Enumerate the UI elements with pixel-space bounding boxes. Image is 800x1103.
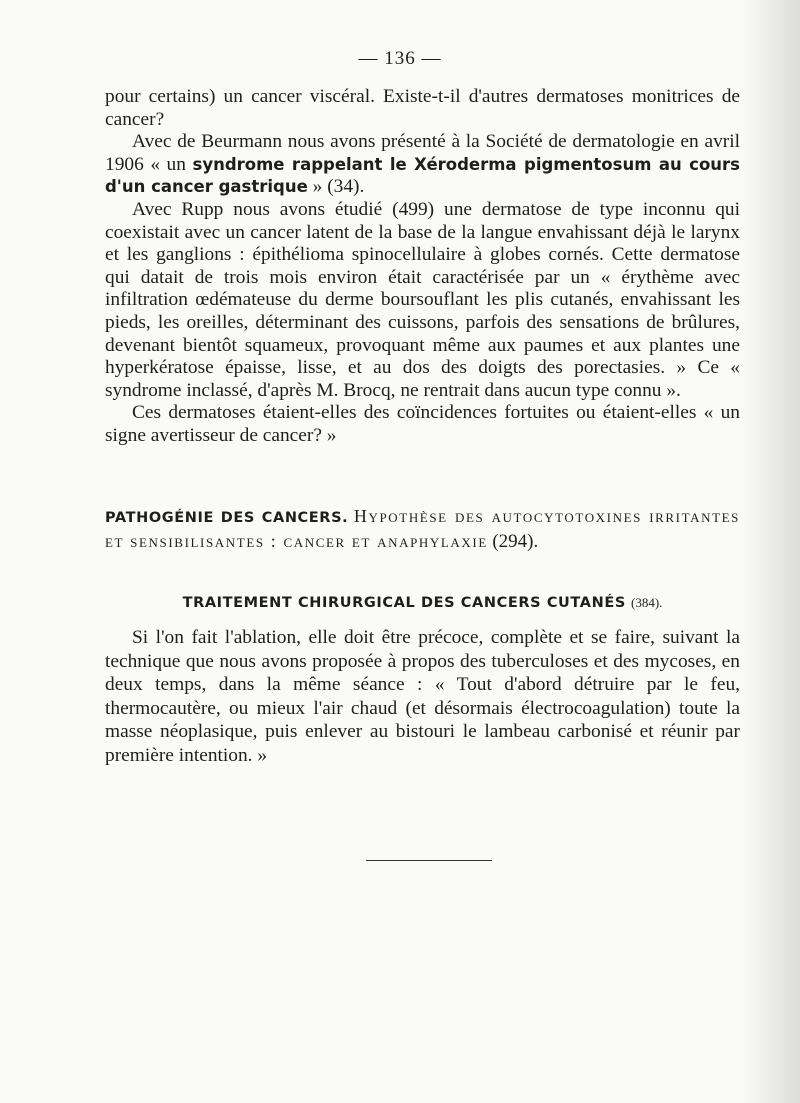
page-number: — 136 — [358,48,442,69]
paragraph-2-after: » (34). [307,176,365,198]
section-heading-traitement-lead: TRAITEMENT CHIRURGICAL DES CANCERS CUTANÉS [182,595,626,611]
body-text-traitement [105,626,740,767]
page-edge-shadow [742,0,800,1103]
paragraph-3: Avec Rupp nous avons étudié (499) une dermatose de type inconnu qui coexistait avec un cancer latent de la base de la langue envahissant déjà le larynx et les ganglions : épithélioma spinocellulaire à globes cornés. Cette dermatose qui datait de trois mois environ était caractérisée par un « érythème avec infiltration œdémateuse du derme boursouflant les plis cutanés, envahissant les pieds, les oreilles, déterminant des cuissons, parfois des sensations de brûlures, devenant bientôt squameux, provoquant même aux paumes et aux plantes une hyperkératose épaisse, lisse, et au dos des doigts des porectasies. » Ce « syndrome inclassé, d'après M. Brocq, ne rentrait dans aucun type connu ». [105,198,740,401]
section-heading-pathogenie-lead: PATHOGÉNIE DES CANCERS. [105,510,349,526]
paragraph-1: pour certains) un cancer viscéral. Existe-t-il d'autres dermatoses monitrices de cancer? [105,86,740,130]
section-heading-pathogenie-subtitle: Hypothèse des autocytotoxines irritantes et sensibilisantes : cancer et anaphylaxie [105,506,740,551]
section-heading-pathogenie [105,505,740,553]
section-heading-pathogenie-ref: (294). [492,531,539,552]
body-text-top [105,86,740,448]
paragraph-2-before: Avec de Beurmann nous avons présenté à la Société de dermatologie en avril 1906 « un [105,131,740,175]
section-heading-traitement-ref: (384). [631,595,663,610]
paragraph-2-bold: syndrome rappelant le Xéroderma pigmentosum au cours d'un cancer gastrique [105,154,740,197]
section-heading-traitement [105,592,740,611]
paragraph-2 [105,131,740,199]
paragraph-traitement: Si l'on fait l'ablation, elle doit être précoce, complète et se faire, suivant la technique que nous avons proposée à propos des tuberculoses et des mycoses, en deux temps, dans la même séance : « Tout d'abord détruire par le feu, thermocautère, ou mieux l'air chaud (et désormais électrocoagulation) toute la masse néoplasique, puis enlever au bistouri le lambeau carbonisé et réunir par première intention. » [105,627,740,766]
end-rule-divider [366,860,492,861]
paragraph-4: Ces dermatoses étaient-elles des coïncidences fortuites ou étaient-elles « un signe avertisseur de cancer? » [105,402,740,446]
